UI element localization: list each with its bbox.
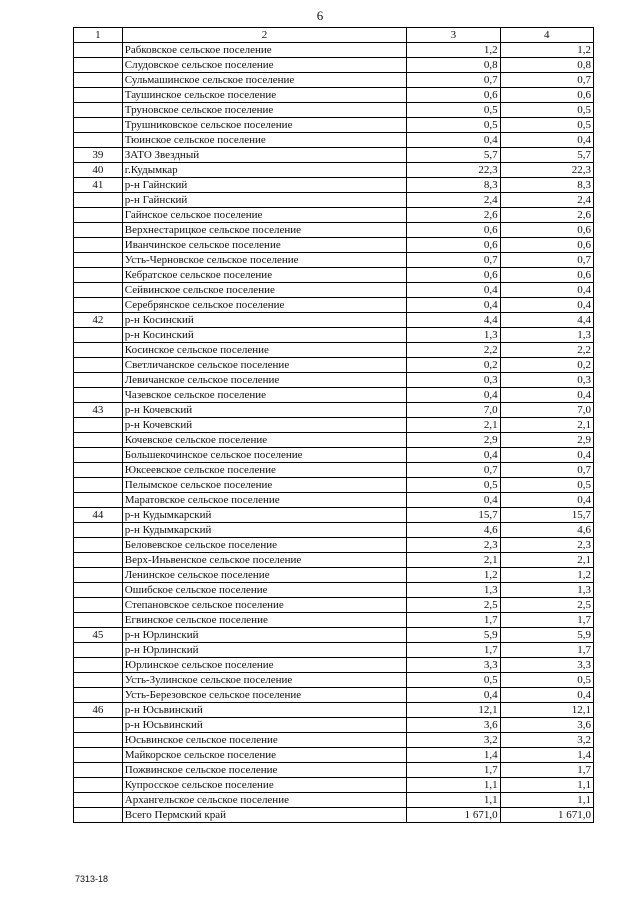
table-row xyxy=(74,358,594,373)
row-number-cell xyxy=(74,343,123,358)
municipality-name-cell: Купросское сельское поселение xyxy=(122,778,406,793)
column-3-value-cell: 0,4 xyxy=(407,388,500,403)
column-4-value-cell: 1 671,0 xyxy=(500,808,593,823)
municipality-name-cell: Слудовское сельское поселение xyxy=(122,58,406,73)
row-number-cell xyxy=(74,373,123,388)
column-4-value-cell: 0,4 xyxy=(500,388,593,403)
column-3-value-cell: 3,3 xyxy=(407,658,500,673)
table-row xyxy=(74,343,594,358)
municipality-name-cell: Кебратское сельское поселение xyxy=(122,268,406,283)
column-4-value-cell: 5,7 xyxy=(500,148,593,163)
column-3-value-cell: 1,1 xyxy=(407,793,500,808)
municipality-name-cell: Беловевское сельское поселение xyxy=(122,538,406,553)
column-3-value-cell: 3,2 xyxy=(407,733,500,748)
column-4-value-cell: 1,2 xyxy=(500,568,593,583)
municipality-name-cell: р-н Кудымкарский xyxy=(122,523,406,538)
row-number-cell xyxy=(74,718,123,733)
column-4-value-cell: 1,1 xyxy=(500,793,593,808)
column-4-value-cell: 1,1 xyxy=(500,778,593,793)
municipality-name-cell: Усть-Зулинское сельское поселение xyxy=(122,673,406,688)
table-row xyxy=(74,328,594,343)
municipality-name-cell: Архангельское сельское поселение xyxy=(122,793,406,808)
column-4-value-cell: 2,5 xyxy=(500,598,593,613)
row-number-cell xyxy=(74,88,123,103)
row-number-cell: 43 xyxy=(74,403,123,418)
row-number-cell xyxy=(74,208,123,223)
table-row xyxy=(74,208,594,223)
column-4-value-cell: 0,3 xyxy=(500,373,593,388)
row-number-cell xyxy=(74,553,123,568)
municipality-name-cell: Юксеевское сельское поселение xyxy=(122,463,406,478)
municipality-name-cell: Ошибское сельское поселение xyxy=(122,583,406,598)
row-number-cell xyxy=(74,73,123,88)
row-number-cell xyxy=(74,358,123,373)
column-4-value-cell: 0,5 xyxy=(500,478,593,493)
table-row xyxy=(74,763,594,778)
table-row xyxy=(74,313,594,328)
column-3-value-cell: 0,6 xyxy=(407,223,500,238)
column-4-value-cell: 0,4 xyxy=(500,688,593,703)
column-4-value-cell: 15,7 xyxy=(500,508,593,523)
row-number-cell xyxy=(74,568,123,583)
column-3-value-cell: 1,1 xyxy=(407,778,500,793)
municipality-name-cell: р-н Косинский xyxy=(122,313,406,328)
row-number-cell xyxy=(74,658,123,673)
municipality-name-cell: Косинское сельское поселение xyxy=(122,343,406,358)
column-3-value-cell: 1,3 xyxy=(407,583,500,598)
table-row xyxy=(74,523,594,538)
column-3-value-cell: 3,6 xyxy=(407,718,500,733)
column-4-value-cell: 0,2 xyxy=(500,358,593,373)
column-4-value-cell: 1,2 xyxy=(500,43,593,58)
table-row xyxy=(74,778,594,793)
municipality-name-cell: Верхнестарицкое сельское поселение xyxy=(122,223,406,238)
row-number-cell xyxy=(74,193,123,208)
municipality-name-cell: р-н Юрлинский xyxy=(122,643,406,658)
table-row xyxy=(74,493,594,508)
row-number-cell xyxy=(74,253,123,268)
column-4-value-cell: 1,7 xyxy=(500,613,593,628)
table-row xyxy=(74,388,594,403)
table-row xyxy=(74,733,594,748)
table-row xyxy=(74,433,594,448)
column-3-value-cell: 1,7 xyxy=(407,763,500,778)
column-3-value-cell: 0,8 xyxy=(407,58,500,73)
municipality-name-cell: р-н Юсьвинский xyxy=(122,718,406,733)
column-3-value-cell: 2,5 xyxy=(407,598,500,613)
row-number-cell xyxy=(74,283,123,298)
column-3-value-cell: 0,3 xyxy=(407,373,500,388)
table-row xyxy=(74,658,594,673)
column-3-value-cell: 8,3 xyxy=(407,178,500,193)
row-number-cell xyxy=(74,778,123,793)
table-row xyxy=(74,193,594,208)
row-number-cell xyxy=(74,538,123,553)
municipality-name-cell: р-н Юсьвинский xyxy=(122,703,406,718)
column-4-value-cell: 0,5 xyxy=(500,103,593,118)
table-row xyxy=(74,748,594,763)
column-4-value-cell: 7,0 xyxy=(500,403,593,418)
row-number-cell: 46 xyxy=(74,703,123,718)
column-4-value-cell: 0,7 xyxy=(500,73,593,88)
municipality-name-cell: р-н Кочевский xyxy=(122,418,406,433)
column-4-value-cell: 2,3 xyxy=(500,538,593,553)
row-number-cell xyxy=(74,598,123,613)
row-number-cell: 40 xyxy=(74,163,123,178)
column-3-value-cell: 1 671,0 xyxy=(407,808,500,823)
municipality-name-cell: Кочевское сельское поселение xyxy=(122,433,406,448)
column-4-value-cell: 0,4 xyxy=(500,298,593,313)
table-row xyxy=(74,478,594,493)
row-number-cell xyxy=(74,808,123,823)
column-3-value-cell: 5,7 xyxy=(407,148,500,163)
column-3-value-cell: 2,9 xyxy=(407,433,500,448)
column-3-value-cell: 1,3 xyxy=(407,328,500,343)
row-number-cell xyxy=(74,583,123,598)
municipality-name-cell: Светличанское сельское поселение xyxy=(122,358,406,373)
table-row xyxy=(74,793,594,808)
column-3-value-cell: 1,7 xyxy=(407,613,500,628)
column-4-value-cell: 0,7 xyxy=(500,253,593,268)
column-4-value-cell: 2,2 xyxy=(500,343,593,358)
table-row xyxy=(74,613,594,628)
municipality-name-cell: Большекочинское сельское поселение xyxy=(122,448,406,463)
table-row xyxy=(74,448,594,463)
data-table xyxy=(73,27,594,823)
column-3-value-cell: 0,4 xyxy=(407,298,500,313)
column-3-value-cell: 0,6 xyxy=(407,268,500,283)
table-row xyxy=(74,703,594,718)
row-number-cell xyxy=(74,793,123,808)
column-3-value-cell: 0,7 xyxy=(407,253,500,268)
table-row xyxy=(74,688,594,703)
column-3-value-cell: 0,4 xyxy=(407,688,500,703)
row-number-cell xyxy=(74,763,123,778)
table-row xyxy=(74,103,594,118)
column-3-value-cell: 0,5 xyxy=(407,478,500,493)
column-header: 4 xyxy=(500,28,593,43)
column-3-value-cell: 2,4 xyxy=(407,193,500,208)
column-3-value-cell: 15,7 xyxy=(407,508,500,523)
column-3-value-cell: 0,4 xyxy=(407,283,500,298)
municipality-name-cell: р-н Косинский xyxy=(122,328,406,343)
column-4-value-cell: 2,6 xyxy=(500,208,593,223)
column-4-value-cell: 5,9 xyxy=(500,628,593,643)
municipality-name-cell: г.Кудымкар xyxy=(122,163,406,178)
table-row xyxy=(74,163,594,178)
municipality-name-cell: Левичанское сельское поселение xyxy=(122,373,406,388)
column-3-value-cell: 0,5 xyxy=(407,673,500,688)
column-4-value-cell: 22,3 xyxy=(500,163,593,178)
table-row xyxy=(74,253,594,268)
column-4-value-cell: 0,6 xyxy=(500,223,593,238)
municipality-name-cell: Усть-Березовское сельское поселение xyxy=(122,688,406,703)
municipality-name-cell: Таушинское сельское поселение xyxy=(122,88,406,103)
column-4-value-cell: 0,7 xyxy=(500,463,593,478)
municipality-name-cell: Сейвинское сельское поселение xyxy=(122,283,406,298)
row-number-cell xyxy=(74,433,123,448)
column-3-value-cell: 22,3 xyxy=(407,163,500,178)
column-4-value-cell: 2,1 xyxy=(500,553,593,568)
table-row xyxy=(74,238,594,253)
column-4-value-cell: 2,1 xyxy=(500,418,593,433)
page-number: 6 xyxy=(316,8,324,23)
municipality-name-cell: Тюинское сельское поселение xyxy=(122,133,406,148)
column-3-value-cell: 1,2 xyxy=(407,568,500,583)
column-4-value-cell: 0,6 xyxy=(500,88,593,103)
table-row xyxy=(74,643,594,658)
municipality-name-cell: Труновское сельское поселение xyxy=(122,103,406,118)
column-4-value-cell: 1,7 xyxy=(500,643,593,658)
column-4-value-cell: 4,6 xyxy=(500,523,593,538)
row-number-cell xyxy=(74,103,123,118)
column-4-value-cell: 0,4 xyxy=(500,133,593,148)
municipality-name-cell: р-н Кочевский xyxy=(122,403,406,418)
table-row xyxy=(74,553,594,568)
municipality-name-cell: р-н Гайнский xyxy=(122,193,406,208)
row-number-cell xyxy=(74,238,123,253)
column-3-value-cell: 4,6 xyxy=(407,523,500,538)
column-4-value-cell: 0,5 xyxy=(500,673,593,688)
municipality-name-cell: Сульмашинское сельское поселение xyxy=(122,73,406,88)
municipality-name-cell: Всего Пермский край xyxy=(122,808,406,823)
table-row xyxy=(74,373,594,388)
row-number-cell xyxy=(74,463,123,478)
municipality-name-cell: Юрлинское сельское поселение xyxy=(122,658,406,673)
column-4-value-cell: 2,9 xyxy=(500,433,593,448)
column-4-value-cell: 12,1 xyxy=(500,703,593,718)
municipality-name-cell: Ленинское сельское поселение xyxy=(122,568,406,583)
table-row xyxy=(74,283,594,298)
table-row xyxy=(74,463,594,478)
row-number-cell: 45 xyxy=(74,628,123,643)
municipality-name-cell: Маратовское сельское поселение xyxy=(122,493,406,508)
table-row xyxy=(74,178,594,193)
table-header-row xyxy=(74,28,594,43)
column-4-value-cell: 8,3 xyxy=(500,178,593,193)
row-number-cell xyxy=(74,478,123,493)
column-3-value-cell: 0,7 xyxy=(407,463,500,478)
row-number-cell xyxy=(74,448,123,463)
table-row xyxy=(74,133,594,148)
municipality-name-cell: р-н Кудымкарский xyxy=(122,508,406,523)
column-3-value-cell: 0,6 xyxy=(407,88,500,103)
table-row xyxy=(74,508,594,523)
row-number-cell xyxy=(74,613,123,628)
row-number-cell xyxy=(74,43,123,58)
municipality-name-cell: Трушниковское сельское поселение xyxy=(122,118,406,133)
municipality-name-cell: Пелымское сельское поселение xyxy=(122,478,406,493)
column-4-value-cell: 0,6 xyxy=(500,238,593,253)
row-number-cell: 44 xyxy=(74,508,123,523)
column-4-value-cell: 0,4 xyxy=(500,493,593,508)
column-4-value-cell: 0,8 xyxy=(500,58,593,73)
column-3-value-cell: 1,2 xyxy=(407,43,500,58)
table-row xyxy=(74,43,594,58)
column-3-value-cell: 5,9 xyxy=(407,628,500,643)
row-number-cell: 39 xyxy=(74,148,123,163)
column-3-value-cell: 0,7 xyxy=(407,73,500,88)
column-3-value-cell: 0,6 xyxy=(407,238,500,253)
column-4-value-cell: 2,4 xyxy=(500,193,593,208)
municipality-name-cell: р-н Юрлинский xyxy=(122,628,406,643)
municipality-name-cell: Степановское сельское поселение xyxy=(122,598,406,613)
municipality-name-cell: Серебрянское сельское поселение xyxy=(122,298,406,313)
column-3-value-cell: 0,5 xyxy=(407,103,500,118)
municipality-name-cell: Верх-Иньвенское сельское поселение xyxy=(122,553,406,568)
table-row xyxy=(74,403,594,418)
column-4-value-cell: 3,6 xyxy=(500,718,593,733)
row-number-cell xyxy=(74,268,123,283)
column-3-value-cell: 2,2 xyxy=(407,343,500,358)
row-number-cell xyxy=(74,673,123,688)
table-row xyxy=(74,148,594,163)
column-3-value-cell: 2,1 xyxy=(407,553,500,568)
column-3-value-cell: 1,7 xyxy=(407,643,500,658)
table-row xyxy=(74,88,594,103)
row-number-cell xyxy=(74,298,123,313)
column-header: 3 xyxy=(407,28,500,43)
column-header: 2 xyxy=(122,28,406,43)
column-4-value-cell: 1,7 xyxy=(500,763,593,778)
table-row xyxy=(74,628,594,643)
column-4-value-cell: 4,4 xyxy=(500,313,593,328)
row-number-cell xyxy=(74,118,123,133)
table-row xyxy=(74,568,594,583)
table-row xyxy=(74,808,594,823)
table-row xyxy=(74,118,594,133)
column-3-value-cell: 0,2 xyxy=(407,358,500,373)
column-3-value-cell: 0,4 xyxy=(407,448,500,463)
row-number-cell: 41 xyxy=(74,178,123,193)
column-3-value-cell: 0,5 xyxy=(407,118,500,133)
column-4-value-cell: 1,3 xyxy=(500,328,593,343)
column-4-value-cell: 1,3 xyxy=(500,583,593,598)
row-number-cell xyxy=(74,223,123,238)
column-4-value-cell: 1,4 xyxy=(500,748,593,763)
column-3-value-cell: 0,4 xyxy=(407,133,500,148)
table-row xyxy=(74,718,594,733)
municipality-name-cell: Чазевское сельское поселение xyxy=(122,388,406,403)
column-4-value-cell: 3,2 xyxy=(500,733,593,748)
row-number-cell xyxy=(74,493,123,508)
municipality-name-cell: Юсьвинское сельское поселение xyxy=(122,733,406,748)
column-3-value-cell: 4,4 xyxy=(407,313,500,328)
table-row xyxy=(74,58,594,73)
table-row xyxy=(74,583,594,598)
municipality-name-cell: Пожвинское сельское поселение xyxy=(122,763,406,778)
row-number-cell xyxy=(74,523,123,538)
row-number-cell xyxy=(74,643,123,658)
municipality-name-cell: Егвинское сельское поселение xyxy=(122,613,406,628)
column-3-value-cell: 7,0 xyxy=(407,403,500,418)
table-row xyxy=(74,298,594,313)
row-number-cell xyxy=(74,688,123,703)
column-4-value-cell: 3,3 xyxy=(500,658,593,673)
column-4-value-cell: 0,6 xyxy=(500,268,593,283)
column-4-value-cell: 0,5 xyxy=(500,118,593,133)
municipality-name-cell: Усть-Черновское сельское поселение xyxy=(122,253,406,268)
column-3-value-cell: 1,4 xyxy=(407,748,500,763)
municipality-name-cell: Гайнское сельское поселение xyxy=(122,208,406,223)
table-row xyxy=(74,418,594,433)
row-number-cell xyxy=(74,58,123,73)
column-3-value-cell: 2,1 xyxy=(407,418,500,433)
table-row xyxy=(74,598,594,613)
municipality-name-cell: р-н Гайнский xyxy=(122,178,406,193)
column-header: 1 xyxy=(74,28,123,43)
row-number-cell xyxy=(74,328,123,343)
table-row xyxy=(74,538,594,553)
row-number-cell xyxy=(74,388,123,403)
column-3-value-cell: 2,6 xyxy=(407,208,500,223)
table-row xyxy=(74,73,594,88)
column-3-value-cell: 12,1 xyxy=(407,703,500,718)
row-number-cell xyxy=(74,133,123,148)
table-row xyxy=(74,673,594,688)
document-code: 7313-18 xyxy=(75,874,109,884)
municipality-name-cell: Рабковское сельское поселение xyxy=(122,43,406,58)
column-3-value-cell: 0,4 xyxy=(407,493,500,508)
row-number-cell: 42 xyxy=(74,313,123,328)
column-3-value-cell: 2,3 xyxy=(407,538,500,553)
municipality-name-cell: Майкорское сельское поселение xyxy=(122,748,406,763)
column-4-value-cell: 0,4 xyxy=(500,283,593,298)
column-4-value-cell: 0,4 xyxy=(500,448,593,463)
row-number-cell xyxy=(74,733,123,748)
row-number-cell xyxy=(74,748,123,763)
municipality-name-cell: ЗАТО Звездный xyxy=(122,148,406,163)
table-row xyxy=(74,268,594,283)
row-number-cell xyxy=(74,418,123,433)
table-row xyxy=(74,223,594,238)
municipality-name-cell: Иванчинское сельское поселение xyxy=(122,238,406,253)
